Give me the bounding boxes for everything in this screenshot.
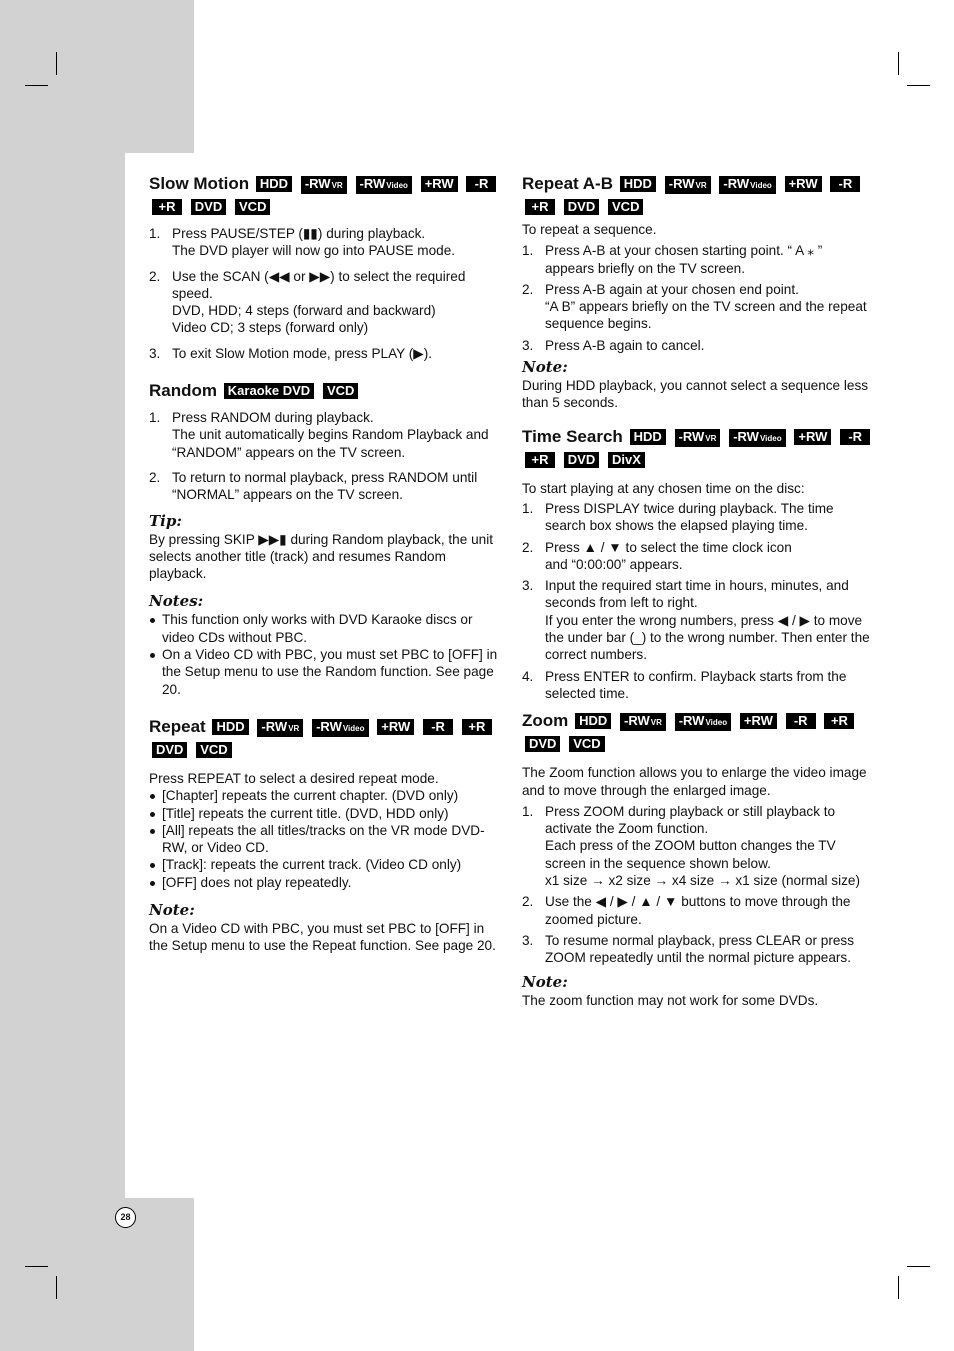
step-number: 2. — [522, 894, 534, 910]
time-search-header — [522, 426, 874, 472]
crop-mark — [907, 1266, 930, 1267]
step-line: Each press of the ZOOM button changes the TV screen in the sequence shown below. — [545, 838, 836, 871]
disc-badge: -RWVR — [665, 176, 711, 194]
page-number: 28 — [115, 1207, 136, 1228]
step-line: Input the required start time in hours, minutes, and seconds from left to right. — [545, 578, 849, 611]
crop-mark — [907, 85, 930, 86]
zoom-section — [522, 710, 874, 1009]
step-line: If you enter the wrong numbers, press ◀ / ▶ to move the under bar (_) to the wrong number. Then enter the correct numbers. — [545, 612, 870, 663]
disc-badge: DVD — [564, 199, 599, 215]
step-line: “A B” appears briefly on the TV screen and the repeat sequence begins. — [545, 299, 867, 332]
disc-badge: -R — [840, 429, 870, 445]
step-line: Press A-B again at your chosen end point. — [545, 281, 799, 297]
disc-badge: -R — [786, 713, 816, 729]
disc-badge: +R — [824, 713, 854, 729]
left-column — [149, 173, 501, 971]
disc-badge: +RW — [377, 719, 414, 735]
zoom-note-title: Note: — [522, 972, 568, 991]
disc-badge: HDD — [212, 719, 248, 735]
disc-badge: +R — [152, 199, 182, 215]
step-line: Press ▲ / ▼ to select the time clock icon — [545, 539, 792, 555]
step-line: and “0:00:00” appears. — [545, 556, 683, 572]
repeat-header — [149, 716, 501, 762]
step-line: Press A-B again to cancel. — [545, 337, 705, 353]
step-item — [149, 225, 501, 260]
bullet-item: [Title] repeats the current title. (DVD, HDD only) — [149, 805, 501, 822]
step-line: Use the ◀ / ▶ / ▲ / ▼ buttons to move through the zoomed picture. — [545, 894, 851, 927]
step-item — [522, 539, 874, 574]
step-item — [522, 803, 874, 889]
repeat-ab-section — [522, 173, 874, 412]
step-line: Press ZOOM during playback or still playback to activate the Zoom function. — [545, 803, 836, 837]
crop-mark — [25, 85, 48, 86]
repeat-ab-steps — [522, 242, 874, 354]
random-section — [149, 380, 501, 698]
repeat-title: Repeat — [149, 716, 206, 736]
disc-badge: -RWVR — [620, 713, 666, 731]
time-search-steps — [522, 500, 874, 702]
disc-badge: VCD — [569, 736, 604, 752]
bullet-item: [Track]: repeats the current track. (Video CD only) — [149, 856, 501, 873]
repeat-intro: Press REPEAT to select a desired repeat mode. — [149, 770, 439, 786]
notes-title: Notes: — [149, 592, 204, 611]
zoom-title: Zoom — [522, 711, 569, 731]
disc-badge: HDD — [575, 713, 611, 729]
step-item — [522, 242, 874, 277]
step-number: 3. — [522, 337, 534, 353]
step-item — [149, 469, 501, 504]
step-item — [522, 281, 874, 333]
crop-mark — [25, 1266, 48, 1267]
step-number: 2. — [522, 281, 534, 297]
disc-badge: +RW — [794, 429, 831, 445]
disc-badge: DVD — [564, 452, 599, 468]
step-number: 2. — [522, 539, 534, 555]
left-gray-band-side — [0, 153, 125, 1198]
left-gray-band-top — [0, 0, 194, 153]
step-item — [149, 409, 501, 461]
disc-badge: DVD — [191, 199, 226, 215]
zoom-badges — [522, 714, 856, 752]
disc-badge: HDD — [256, 176, 292, 192]
disc-badge: +R — [525, 199, 555, 215]
bullet-item: [OFF] does not play repeatedly. — [149, 874, 501, 891]
step-number: 1. — [522, 803, 534, 819]
repeat-note-title: Note: — [149, 901, 195, 920]
step-line: Use the SCAN (◀◀ or ▶▶) to select the required speed. — [172, 268, 466, 301]
disc-badge: VCD — [235, 199, 270, 215]
zoom-header — [522, 710, 874, 756]
random-title: Random — [149, 381, 217, 401]
step-number: 1. — [522, 243, 534, 259]
disc-badge: -RWVideo — [719, 176, 775, 194]
repeat-ab-note-text: During HDD playback, you cannot select a sequence less than 5 seconds. — [522, 378, 869, 411]
crop-mark — [56, 52, 57, 75]
crop-mark — [898, 52, 899, 75]
step-line: x1 size → x2 size → x4 size → x1 size (normal size) — [545, 873, 861, 889]
disc-badge: HDD — [630, 429, 666, 445]
step-item — [149, 268, 501, 337]
bullet-item: This function only works with DVD Karaoke discs or video CDs without PBC. — [149, 611, 501, 646]
step-line: To exit Slow Motion mode, press PLAY (▶). — [172, 345, 433, 361]
disc-badge: -RWVideo — [675, 713, 731, 731]
bullet-item: [Chapter] repeats the current chapter. (DVD only) — [149, 787, 501, 804]
step-number: 2. — [149, 268, 161, 284]
step-item — [149, 345, 501, 362]
slow-motion-title: Slow Motion — [149, 174, 250, 193]
step-item — [522, 668, 874, 703]
step-item — [522, 893, 874, 928]
disc-badge: -R — [830, 176, 860, 192]
disc-badge: Karaoke DVD — [224, 383, 314, 399]
disc-badge: +R — [462, 719, 492, 735]
step-item — [522, 500, 874, 535]
slow-motion-steps — [149, 225, 501, 362]
random-notes-list — [149, 611, 501, 697]
repeat-ab-title: Repeat A-B — [522, 174, 613, 193]
disc-badge: +RW — [421, 176, 458, 192]
repeat-section — [149, 716, 501, 955]
step-line: Press DISPLAY twice during playback. The time search box shows the elapsed playing time. — [545, 500, 834, 534]
bullet-item: [All] repeats the all titles/tracks on the VR mode DVD-RW, or Video CD. — [149, 822, 501, 857]
step-item — [522, 577, 874, 663]
step-line: Press PAUSE/STEP (▮▮) during playback. — [172, 226, 426, 241]
disc-badge: DivX — [608, 452, 645, 468]
disc-badge: +R — [525, 452, 555, 468]
random-steps — [149, 409, 501, 503]
disc-badge: HDD — [620, 176, 656, 192]
slow-motion-header — [149, 173, 501, 219]
zoom-steps — [522, 803, 874, 967]
step-number: 2. — [149, 469, 161, 485]
disc-badge: +RW — [785, 176, 822, 192]
time-search-title: Time Search — [522, 426, 623, 446]
disc-badge: VCD — [608, 199, 643, 215]
zoom-note-text: The zoom function may not work for some DVDs. — [522, 992, 819, 1008]
right-column — [522, 173, 874, 1025]
disc-badge: DVD — [525, 736, 560, 752]
crop-mark — [56, 1276, 57, 1299]
step-line: To return to normal playback, press RANDOM until “NORMAL” appears on the TV screen. — [172, 469, 478, 503]
step-line: DVD, HDD; 4 steps (forward and backward) — [172, 303, 436, 319]
disc-badge: -RWVR — [675, 429, 721, 447]
step-line: Press A-B at your chosen starting point. “ A ⁎ ” appears briefly on the TV screen. — [545, 243, 823, 276]
disc-badge: +RW — [740, 713, 777, 729]
disc-badge: -R — [423, 719, 453, 735]
disc-badge: -RWVideo — [312, 719, 368, 737]
step-number: 1. — [149, 226, 161, 241]
step-line: The unit automatically begins Random Playback and “RANDOM” appears on the TV screen. — [172, 427, 489, 460]
step-line: Press RANDOM during playback. — [172, 410, 374, 426]
step-item — [522, 337, 874, 354]
time-search-intro: To start playing at any chosen time on the disc: — [522, 480, 805, 496]
disc-badge: -RWVideo — [356, 176, 412, 194]
left-gray-band-bottom — [0, 1198, 194, 1351]
tip-title: Tip: — [149, 511, 182, 530]
disc-badge: -RWVR — [301, 176, 347, 194]
step-line: Press ENTER to confirm. Playback starts from the selected time. — [545, 668, 847, 701]
step-item — [522, 932, 874, 967]
repeat-ab-intro: To repeat a sequence. — [522, 222, 657, 237]
bullet-item: On a Video CD with PBC, you must set PBC to [OFF] in the Setup menu to use the Random function. See page 20. — [149, 646, 501, 698]
slow-motion-section — [149, 173, 501, 362]
disc-badge: DVD — [152, 742, 187, 758]
step-line: To resume normal playback, press CLEAR or press ZOOM repeatedly until the normal picture appears. — [545, 932, 854, 966]
step-number: 3. — [522, 578, 534, 594]
step-number: 1. — [522, 500, 534, 516]
crop-mark — [898, 1276, 899, 1299]
step-line: Video CD; 3 steps (forward only) — [172, 320, 369, 336]
repeat-note-text: On a Video CD with PBC, you must set PBC to [OFF] in the Setup menu to use the Repeat function. See page 20. — [149, 921, 496, 954]
step-number: 3. — [149, 345, 161, 361]
zoom-intro: The Zoom function allows you to enlarge the video image and to move through the enlarged image. — [522, 765, 867, 798]
tip-text: By pressing SKIP ▶▶▮ during Random playback, the unit selects another title (track) and resumes Random playback. — [149, 531, 493, 582]
step-line: The DVD player will now go into PAUSE mode. — [172, 243, 456, 259]
disc-badge: -RWVideo — [729, 429, 785, 447]
random-header — [149, 380, 501, 403]
disc-badge: VCD — [323, 383, 358, 399]
disc-badge: VCD — [196, 742, 231, 758]
repeat-modes-list — [149, 787, 501, 891]
step-number: 3. — [522, 932, 534, 948]
disc-badge: -RWVR — [257, 719, 303, 737]
step-number: 4. — [522, 668, 534, 684]
disc-badge: -R — [466, 176, 496, 192]
repeat-ab-note-title: Note: — [522, 358, 568, 377]
time-search-section — [522, 426, 874, 703]
step-number: 1. — [149, 410, 161, 426]
random-badges — [221, 384, 361, 399]
repeat-ab-header — [522, 173, 874, 219]
